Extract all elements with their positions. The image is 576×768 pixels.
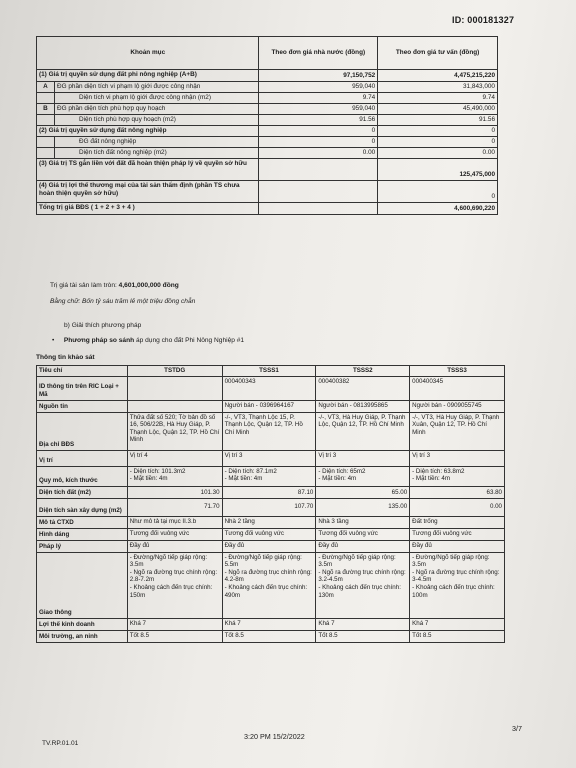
survey-cell: 65.00 — [316, 486, 410, 498]
survey-cell: Vị trí 4 — [127, 450, 222, 466]
survey-cell: Tương đối vuông vức — [410, 528, 505, 540]
table-row — [37, 126, 498, 137]
document-id: ID: 000181327 — [452, 15, 515, 25]
survey-row-label: Địa chỉ BĐS — [37, 412, 128, 450]
survey-row-label: Mô tả CTXD — [37, 516, 128, 528]
survey-cell: 101.30 — [127, 486, 222, 498]
survey-header-tsss3: TSSS3 — [410, 366, 505, 377]
row-state-value: 0 — [259, 126, 378, 137]
survey-row-label: ID thông tin trên RIC Loại + Mã — [37, 376, 128, 400]
survey-cell: Nhà 3 tầng — [316, 516, 410, 528]
row-item: ĐG phần diện tích phù hợp quy hoạch — [54, 104, 259, 115]
survey-cell: - Đường/Ngõ tiếp giáp rộng: 3.5m - Ngõ ra đường trục chính rộng: 3-4.5m - Khoảng cách đến trục chính: 100m — [410, 552, 505, 618]
row-item: Diện tích phù hợp quy hoạch (m2) — [54, 115, 259, 126]
row-code — [37, 148, 55, 159]
table-row — [37, 159, 498, 181]
survey-cell: Khá 7 — [410, 618, 505, 630]
survey-cell: 000400382 — [316, 376, 410, 400]
survey-cell: Đầy đủ — [127, 540, 222, 552]
header-item: Khoản mục — [37, 37, 259, 70]
survey-cell: Đầy đủ — [410, 540, 505, 552]
survey-header-tsss2: TSSS2 — [316, 366, 410, 377]
survey-cell: -/-, VT3, Thạnh Lộc 15, P. Thạnh Lộc, Quận 12, TP. Hồ Chí Minh — [222, 412, 316, 450]
survey-cell: Tốt 8.5 — [316, 630, 410, 642]
survey-cell: Tốt 8.5 — [410, 630, 505, 642]
survey-cell: Vị trí 3 — [410, 450, 505, 466]
survey-cell: Khá 7 — [316, 618, 410, 630]
survey-cell: -/-, VT3, Hà Huy Giáp, P. Thạnh Lộc, Quận 12, TP. Hồ Chí Minh — [316, 412, 410, 450]
survey-row-label: Môi trường, an ninh — [37, 630, 128, 642]
row-item: (2) Giá trị quyền sử dụng đất nông nghiệp — [37, 126, 259, 137]
rounded-value: 4,601,000,000 đồng — [118, 282, 179, 289]
survey-cell: Tốt 8.5 — [127, 630, 222, 642]
row-consult-value: 0 — [378, 137, 498, 148]
row-item: (3) Giá trị TS gắn liền với đất đã hoàn thiện pháp lý về quyền sở hữu — [37, 159, 259, 181]
table-row — [37, 115, 498, 126]
survey-cell: Khá 7 — [127, 618, 222, 630]
row-consult-value: 4,600,690,220 — [378, 203, 498, 215]
row-code — [37, 115, 55, 126]
survey-row-label: Quy mô, kích thước — [37, 466, 128, 486]
row-consult-value: 45,490,000 — [378, 104, 498, 115]
survey-row-label: Giao thông — [37, 552, 128, 618]
survey-row-label: Diện tích sàn xây dựng (m2) — [37, 498, 128, 516]
row-code — [37, 137, 55, 148]
survey-cell: Vị trí 3 — [222, 450, 316, 466]
row-consult-value: 9.74 — [378, 93, 498, 104]
row-state-value — [259, 181, 378, 203]
survey-cell: Người bán - 0396964167 — [222, 400, 316, 412]
row-consult-value: 0 — [378, 181, 498, 203]
survey-row — [37, 528, 505, 540]
row-consult-value: 91.56 — [378, 115, 498, 126]
survey-header-row — [37, 366, 505, 377]
survey-cell: - Đường/Ngõ tiếp giáp rộng: 3.5m - Ngõ ra đường trục chính rộng: 3.2-4.5m - Khoảng cách đến trục chính: 130m — [316, 552, 410, 618]
table-row — [37, 203, 498, 215]
survey-cell: 63.80 — [410, 486, 505, 498]
survey-cell — [127, 376, 222, 400]
survey-cell: Khá 7 — [222, 618, 316, 630]
survey-cell: Vị trí 3 — [316, 450, 410, 466]
method-desc: áp dụng cho đất Phi Nông Nghiệp #1 — [134, 337, 245, 344]
survey-cell: Nhà 2 tầng — [222, 516, 316, 528]
value-in-words: Bằng chữ: Bốn tỷ sáu trăm lẻ một triệu đồng chẵn — [50, 298, 196, 305]
row-code — [37, 93, 55, 104]
survey-cell: 87.10 — [222, 486, 316, 498]
survey-cell: 71.70 — [127, 498, 222, 516]
survey-cell: - Đường/Ngõ tiếp giáp rộng: 3.5m - Ngõ ra đường trục chính rộng: 2.8-7.2m - Khoảng cách đến trục chính: 150m — [127, 552, 222, 618]
survey-row — [37, 450, 505, 466]
row-item: ĐG phần diện tích vi phạm lộ giới được công nhận — [54, 82, 259, 93]
survey-row — [37, 540, 505, 552]
survey-row-label: Pháp lý — [37, 540, 128, 552]
survey-cell: Đầy đủ — [222, 540, 316, 552]
row-code: A — [37, 82, 55, 93]
survey-cell: Người bán - 0909055745 — [410, 400, 505, 412]
row-state-value: 91.56 — [259, 115, 378, 126]
survey-row — [37, 498, 505, 516]
row-state-value: 959,040 — [259, 82, 378, 93]
survey-cell: 135.00 — [316, 498, 410, 516]
bullet-icon: • — [52, 337, 55, 344]
print-timestamp: 3:20 PM 15/2/2022 — [244, 732, 305, 741]
table-row — [37, 104, 498, 115]
row-consult-value: 0 — [378, 126, 498, 137]
survey-comparison-table — [36, 365, 505, 643]
header-state-price: Theo đơn giá nhà nước (đồng) — [259, 37, 378, 70]
survey-cell: Tương đối vuông vức — [222, 528, 316, 540]
row-state-value: 9.74 — [259, 93, 378, 104]
survey-row — [37, 466, 505, 486]
survey-row-label: Nguồn tin — [37, 400, 128, 412]
survey-row-label: Diện tích đất (m2) — [37, 486, 128, 498]
row-item: ĐG đất nông nghiệp — [54, 137, 259, 148]
survey-cell: Tương đối vuông vức — [316, 528, 410, 540]
row-consult-value: 4,475,215,220 — [378, 70, 498, 82]
table-row — [37, 181, 498, 203]
survey-row — [37, 552, 505, 618]
survey-cell: - Diện tích: 87.1m2 - Mặt tiền: 4m — [222, 466, 316, 486]
form-code: TV.RP.01.01 — [42, 740, 79, 747]
row-item: Tổng trị giá BĐS ( 1 + 2 + 3 + 4 ) — [37, 203, 259, 215]
method-bullet — [52, 337, 244, 344]
survey-section-title: Thông tin khảo sát — [36, 354, 95, 361]
row-consult-value: 0.00 — [378, 148, 498, 159]
table-header-row — [37, 37, 498, 70]
survey-cell: Tốt 8.5 — [222, 630, 316, 642]
survey-cell: Như mô tả tại mục II.3.b — [127, 516, 222, 528]
valuation-summary-table — [36, 36, 498, 215]
survey-cell: 0.00 — [410, 498, 505, 516]
survey-cell: 000400345 — [410, 376, 505, 400]
method-name: Phương pháp so sánh — [63, 337, 135, 344]
table-row — [37, 148, 498, 159]
row-consult-value: 125,475,000 — [378, 159, 498, 181]
rounded-value-line — [50, 282, 179, 289]
row-item: Diện tích vi phạm lộ giới được công nhận (m2) — [54, 93, 259, 104]
row-item: Diện tích đất nông nghiệp (m2) — [54, 148, 259, 159]
table-row — [37, 82, 498, 93]
survey-cell: Đầy đủ — [316, 540, 410, 552]
survey-cell: - Đường/Ngõ tiếp giáp rộng: 5.5m - Ngõ ra đường trục chính rộng: 4.2-8m - Khoảng cách đến trục chính: 490m — [222, 552, 316, 618]
survey-row — [37, 630, 505, 642]
survey-cell: - Diện tích: 63.8m2 - Mặt tiền: 4m — [410, 466, 505, 486]
table-row — [37, 70, 498, 82]
page-number: 3/7 — [512, 724, 522, 733]
survey-row-label: Hình dáng — [37, 528, 128, 540]
survey-cell: Người bán - 0813995865 — [316, 400, 410, 412]
row-item: (4) Giá trị lợi thế thương mại của tài sản thẩm định (phần TS chưa hoàn thiện quyền sở hữu) — [37, 181, 259, 203]
survey-row — [37, 400, 505, 412]
table-row — [37, 93, 498, 104]
table-row — [37, 137, 498, 148]
survey-cell: Tương đối vuông vức — [127, 528, 222, 540]
header-consult-price: Theo đơn giá tư vấn (đồng) — [378, 37, 498, 70]
survey-cell: 000400343 — [222, 376, 316, 400]
row-code: B — [37, 104, 55, 115]
survey-row — [37, 516, 505, 528]
survey-row — [37, 412, 505, 450]
row-state-value — [259, 203, 378, 215]
survey-row — [37, 618, 505, 630]
row-state-value: 0.00 — [259, 148, 378, 159]
survey-cell: -/-, VT3, Hà Huy Giáp, P. Thạnh Xuân, Quận 12, TP. Hồ Chí Minh — [410, 412, 505, 450]
row-item: (1) Giá trị quyền sử dụng đất phi nông nghiệp (A+B) — [37, 70, 259, 82]
survey-header-tstdg: TSTDG — [127, 366, 222, 377]
survey-cell — [127, 400, 222, 412]
row-state-value: 0 — [259, 137, 378, 148]
survey-row — [37, 486, 505, 498]
row-state-value — [259, 159, 378, 181]
survey-cell: 107.70 — [222, 498, 316, 516]
survey-row — [37, 376, 505, 400]
survey-cell: Đất trống — [410, 516, 505, 528]
method-title: b) Giải thích phương pháp — [64, 322, 142, 329]
survey-header-criteria: Tiêu chí — [37, 366, 128, 377]
survey-row-label: Vị trí — [37, 450, 128, 466]
row-consult-value: 31,843,000 — [378, 82, 498, 93]
survey-cell: - Diện tích: 101.3m2 - Mặt tiền: 4m — [127, 466, 222, 486]
row-state-value: 959,040 — [259, 104, 378, 115]
survey-row-label: Lợi thế kinh doanh — [37, 618, 128, 630]
survey-cell: Thửa đất số 520; Tờ bản đồ số 16, 506/22B, Hà Huy Giáp, P. Thạnh Lộc, Quận 12, TP. Hồ Chí Minh — [127, 412, 222, 450]
rounded-value-label: Trị giá tài sản làm tròn: — [50, 282, 117, 289]
survey-cell: - Diện tích: 65m2 - Mặt tiền: 4m — [316, 466, 410, 486]
row-state-value: 97,150,752 — [259, 70, 378, 82]
survey-header-tsss1: TSSS1 — [222, 366, 316, 377]
